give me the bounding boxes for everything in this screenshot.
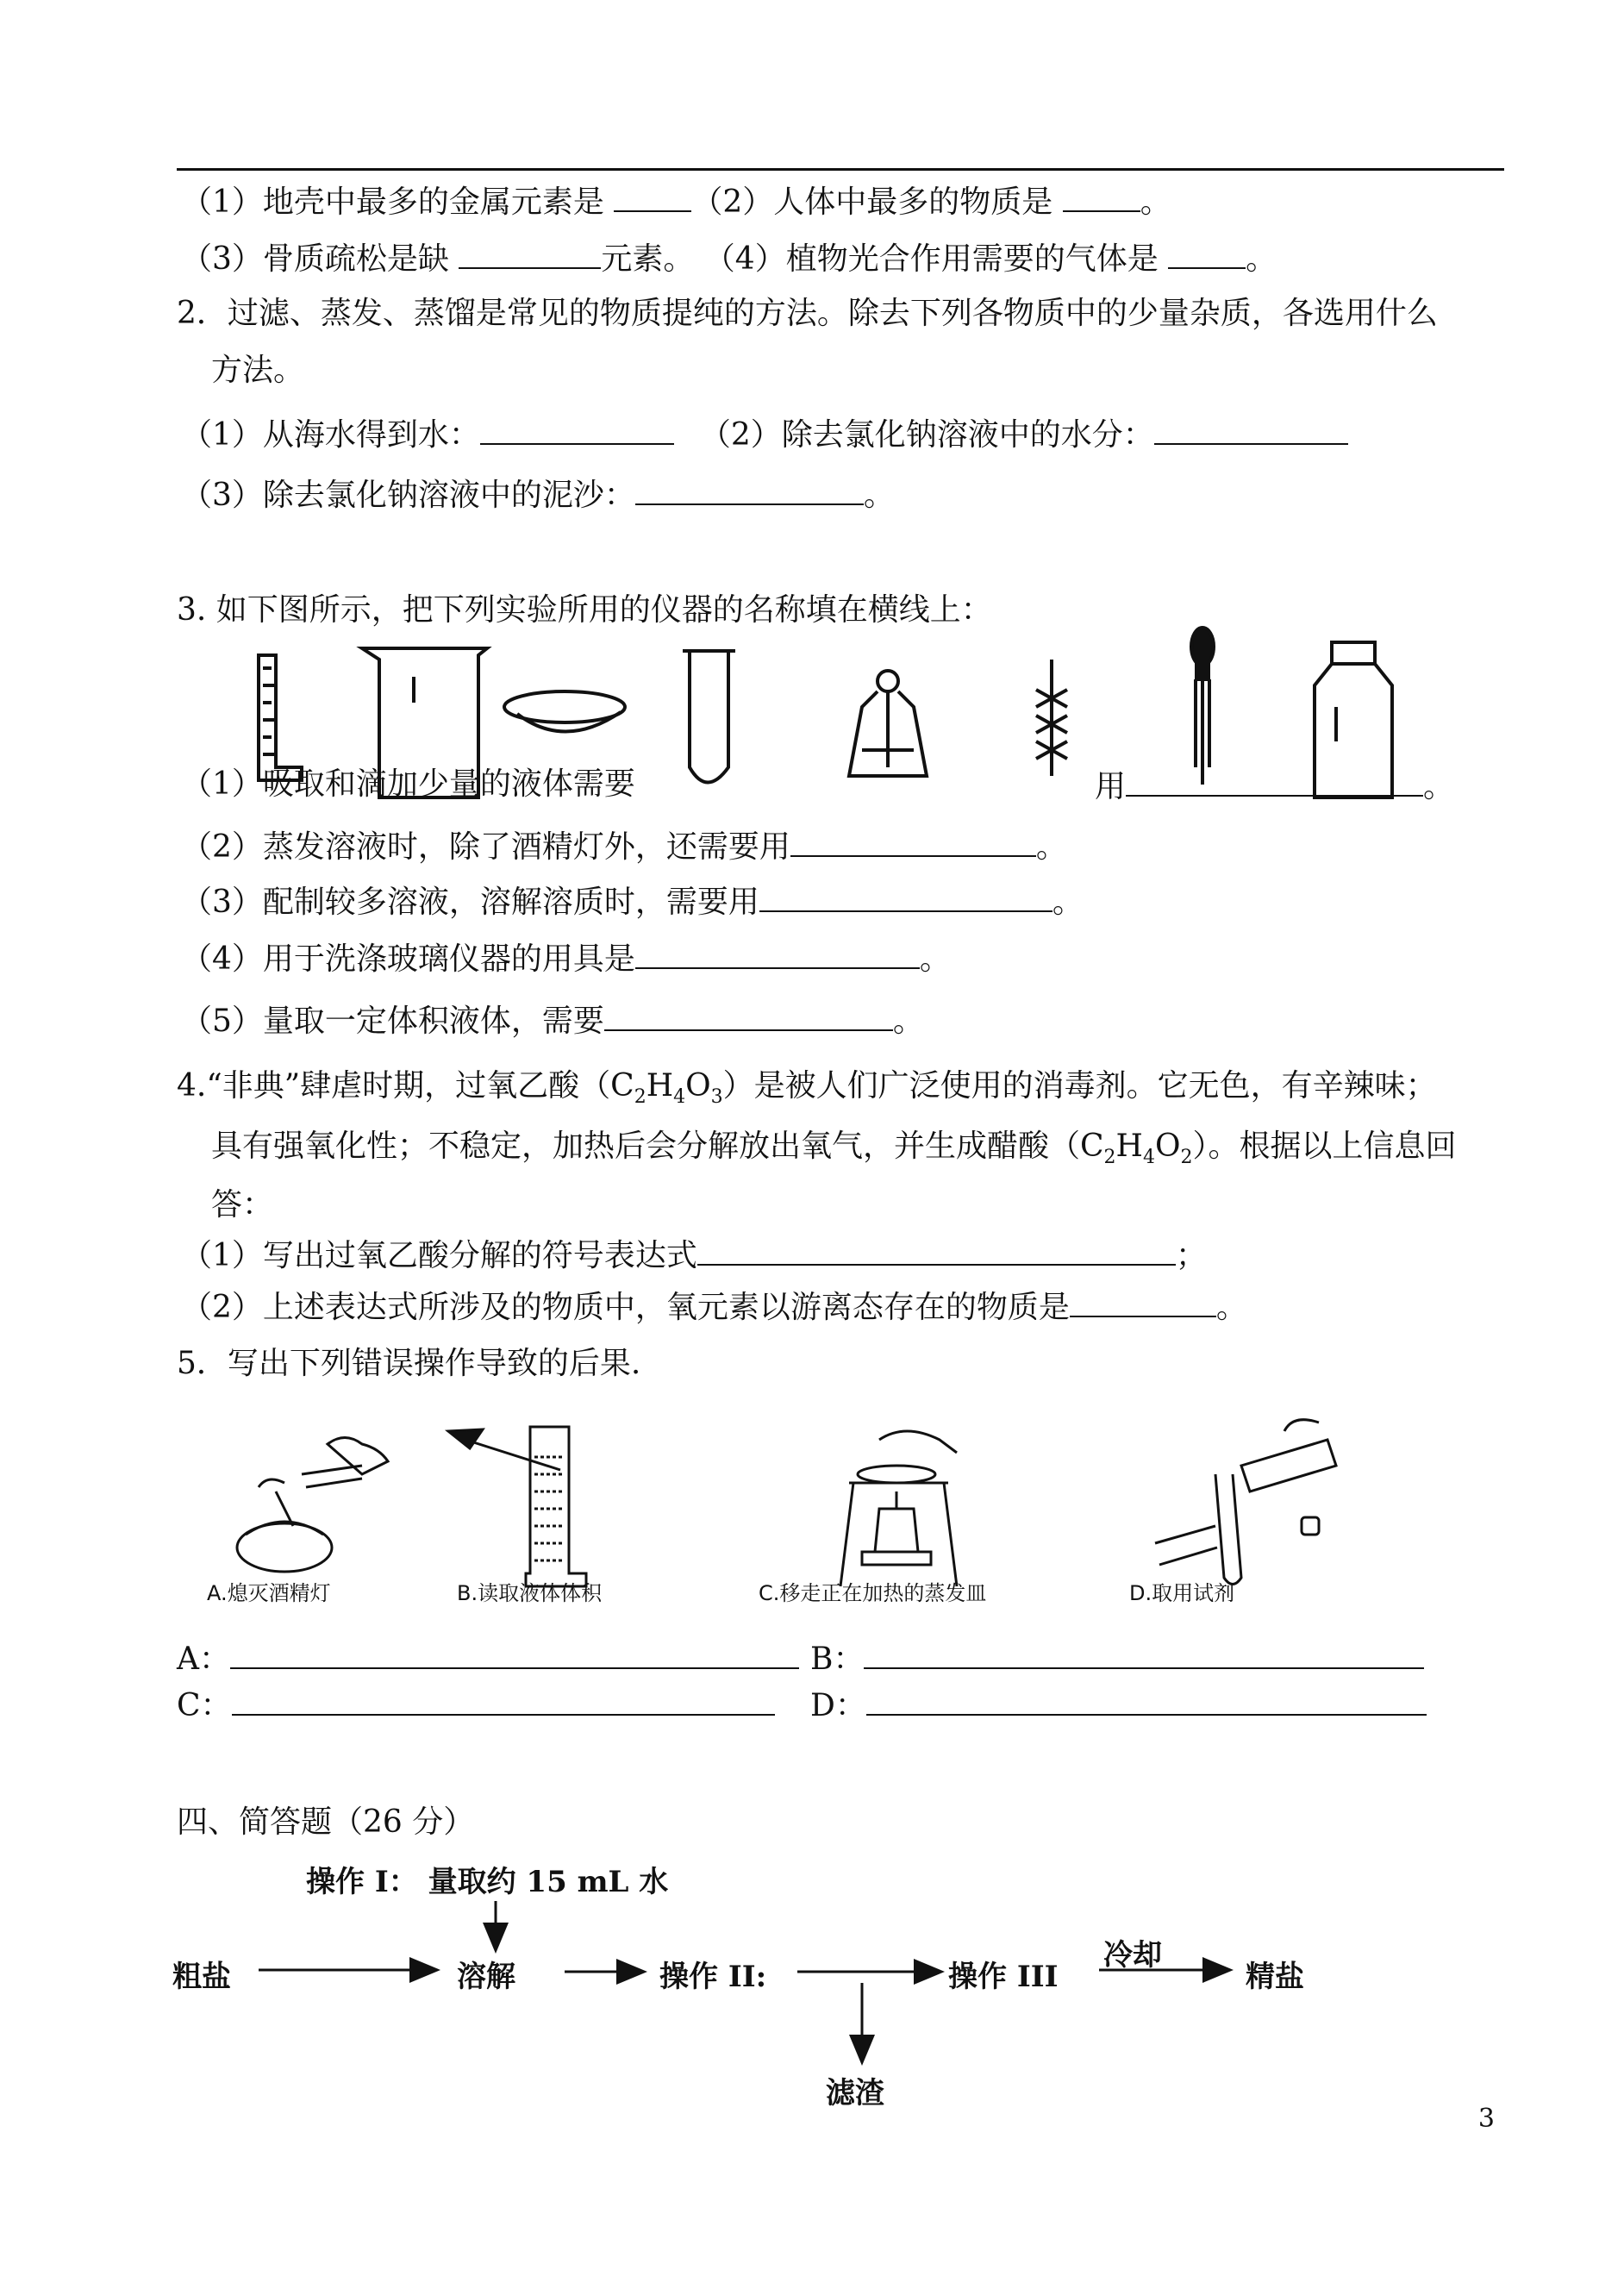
flow-op1: 操作 I： 量取约 15 mL 水 <box>306 1865 669 1899</box>
flow-dissolve: 溶解 <box>457 1960 515 1994</box>
q5-answer-d <box>810 1685 1427 1725</box>
q3-line-5 <box>181 1000 924 1041</box>
tripod-evaporating-icon <box>840 1431 957 1586</box>
q5-label-c: C： <box>177 1688 232 1723</box>
caption-b: B.读取液体体积 <box>457 1581 603 1605</box>
q4-s2-sub-1: 2 <box>1103 1147 1116 1169</box>
q4-blank-2[interactable] <box>1070 1286 1216 1317</box>
q5-label-d: D： <box>810 1688 866 1723</box>
q3-blank-2[interactable] <box>790 826 1036 857</box>
page-number: 3 <box>1477 2104 1495 2134</box>
q1-blank-1[interactable] <box>614 181 691 212</box>
q4-s2-h: H <box>1115 1129 1143 1164</box>
caption-c: C.移走正在加热的蒸发皿 <box>759 1581 987 1605</box>
flow-op2: 操作 II: <box>659 1960 767 1994</box>
graduated-cylinder-icon <box>259 655 302 780</box>
q1-blank-2[interactable] <box>1063 181 1140 212</box>
header-rule <box>177 168 1504 171</box>
flow-crude-salt: 粗盐 <box>172 1960 231 1994</box>
q1-period: 。 <box>1140 184 1171 220</box>
q3-item-4: （4）用于洗涤玻璃仪器的用具是 <box>181 941 635 977</box>
q4-s1-tail: ）是被人们广泛使用的消毒剂。它无色，有辛辣味； <box>722 1068 1437 1104</box>
test-tube-brush-icon <box>1036 660 1067 776</box>
q5-answer-a <box>177 1638 799 1679</box>
q3-item-2: （2）蒸发溶液时，除了酒精灯外，还需要用 <box>181 829 790 865</box>
q3-line-1 <box>181 766 635 804</box>
q4-s2-sub-3: 2 <box>1180 1147 1193 1169</box>
q4-s1-sub-3: 3 <box>710 1086 723 1109</box>
flow-residue: 滤渣 <box>826 2076 884 2111</box>
q4-s2-text: 具有强氧化性；不稳定，加热后会分解放出氧气，并生成醋酸（C <box>211 1129 1104 1164</box>
q2-line-1 <box>181 414 1348 454</box>
q3-blank-1[interactable] <box>1126 766 1423 797</box>
q4-s1-text: 4.“非典”肆虐时期，过氧乙酸（C <box>177 1068 634 1104</box>
q5-stem: 5．写出下列错误操作导致的后果. <box>177 1346 641 1381</box>
q4-blank-1[interactable] <box>697 1235 1176 1266</box>
alcohol-lamp-icon <box>849 671 927 776</box>
q4-period: 。 <box>1215 1290 1247 1325</box>
q4-line-1 <box>181 1235 1207 1275</box>
q2-blank-1[interactable] <box>480 414 674 445</box>
flow-arrows <box>0 1854 1624 2112</box>
q3-line-1-tail <box>1095 766 1454 806</box>
q4-stem-1 <box>177 1067 1437 1116</box>
q1-blank-3[interactable] <box>459 238 601 269</box>
q2-blank-3[interactable] <box>635 474 864 505</box>
q2-item-2: （2）除去氯化钠溶液中的水分： <box>699 417 1154 453</box>
flow-cool: 冷却 <box>1103 1938 1162 1973</box>
q4-stem-2 <box>211 1128 1456 1177</box>
q3-period-4: 。 <box>919 941 951 977</box>
q1-item-1: （1）地壳中最多的金属元素是 <box>181 184 615 220</box>
q2-blank-2[interactable] <box>1154 414 1348 445</box>
q5-label-b: B： <box>810 1642 865 1677</box>
q1-item-4: 元素。 （4）植物光合作用需要的气体是 <box>601 241 1169 277</box>
caption-d: D.取用试剂 <box>1129 1581 1235 1605</box>
q3-period-5: 。 <box>892 1004 924 1039</box>
q3-blank-4[interactable] <box>635 938 920 969</box>
q5-label-a: A： <box>177 1642 230 1677</box>
q2-item-1: （1）从海水得到水： <box>181 417 480 453</box>
q1-item-3: （3）骨质疏松是缺 <box>181 241 459 277</box>
q5-answer-b <box>810 1638 1424 1679</box>
q4-s1-o: O <box>685 1068 711 1104</box>
q4-s2-sub-2: 4 <box>1142 1147 1155 1169</box>
reading-cylinder-icon <box>448 1427 586 1586</box>
q3-item-5: （5）量取一定体积液体，需要 <box>181 1004 604 1039</box>
q4-s2-o: O <box>1154 1129 1181 1164</box>
q4-s2-tail: ）。根据以上信息回 <box>1192 1129 1457 1164</box>
q3-blank-5[interactable] <box>604 1000 893 1031</box>
q1-line-1 <box>181 181 1171 222</box>
q4-semicolon: ； <box>1175 1238 1207 1273</box>
q4-stem-3: 答： <box>211 1187 274 1223</box>
evaporating-dish-icon <box>504 691 625 732</box>
q4-item-2: （2）上述表达式所涉及的物质中，氧元素以游离态存在的物质是 <box>181 1290 1070 1325</box>
q1-line-2 <box>181 238 1277 278</box>
q4-s1-h: H <box>646 1068 674 1104</box>
blowing-lamp-icon <box>237 1438 388 1573</box>
q3-line-2 <box>181 826 1067 866</box>
q5-answer-c <box>177 1685 775 1725</box>
q2-period: 。 <box>863 478 895 513</box>
q2-stem-2: 方法。 <box>211 353 305 388</box>
q3-item-1: （1）吸取和滴加少量的液体需要 <box>181 766 635 802</box>
q3-line-3 <box>181 881 1084 922</box>
q2-item-3: （3）除去氯化钠溶液中的泥沙： <box>181 478 635 513</box>
q2-stem-1: 2．过滤、蒸发、蒸馏是常见的物质提纯的方法。除去下列各物质中的少量杂质，各选用什么 <box>177 296 1438 331</box>
flow-refined-salt: 精盐 <box>1246 1960 1304 1994</box>
q1-period-2: 。 <box>1246 241 1277 277</box>
q2-line-2 <box>181 474 895 515</box>
pouring-reagent-icon <box>1155 1420 1336 1585</box>
q3-period-2: 。 <box>1035 829 1067 865</box>
test-tube-icon <box>683 651 735 783</box>
flow-op3: 操作 III <box>948 1960 1059 1994</box>
q3-line-4 <box>181 938 951 979</box>
q3-period-1: 。 <box>1423 769 1455 804</box>
q4-line-2 <box>181 1286 1247 1327</box>
dropper-icon <box>1191 628 1214 785</box>
q3-item-3: （3）配制较多溶液，溶解溶质时，需要用 <box>181 885 759 920</box>
q4-s1-sub-1: 2 <box>634 1086 646 1109</box>
q1-blank-4[interactable] <box>1168 238 1246 269</box>
q4-s1-sub-2: 4 <box>673 1086 686 1109</box>
q3-item-1-yong: 用 <box>1095 769 1127 804</box>
section-4-title: 四、简答题（26 分） <box>177 1804 475 1840</box>
q3-stem: 3. 如下图所示，把下列实验所用的仪器的名称填在横线上： <box>177 592 992 628</box>
q3-blank-3[interactable] <box>759 881 1052 912</box>
q4-item-1: （1）写出过氧乙酸分解的符号表达式 <box>181 1238 697 1273</box>
q1-item-2: （2）人体中最多的物质是 <box>691 184 1063 220</box>
q5-blank-b[interactable] <box>864 1638 1424 1669</box>
q5-blank-c[interactable] <box>232 1685 775 1716</box>
caption-a: A.熄灭酒精灯 <box>207 1581 331 1605</box>
q5-blank-a[interactable] <box>230 1638 799 1669</box>
q3-period-3: 。 <box>1052 885 1084 920</box>
q5-blank-d[interactable] <box>866 1685 1427 1716</box>
